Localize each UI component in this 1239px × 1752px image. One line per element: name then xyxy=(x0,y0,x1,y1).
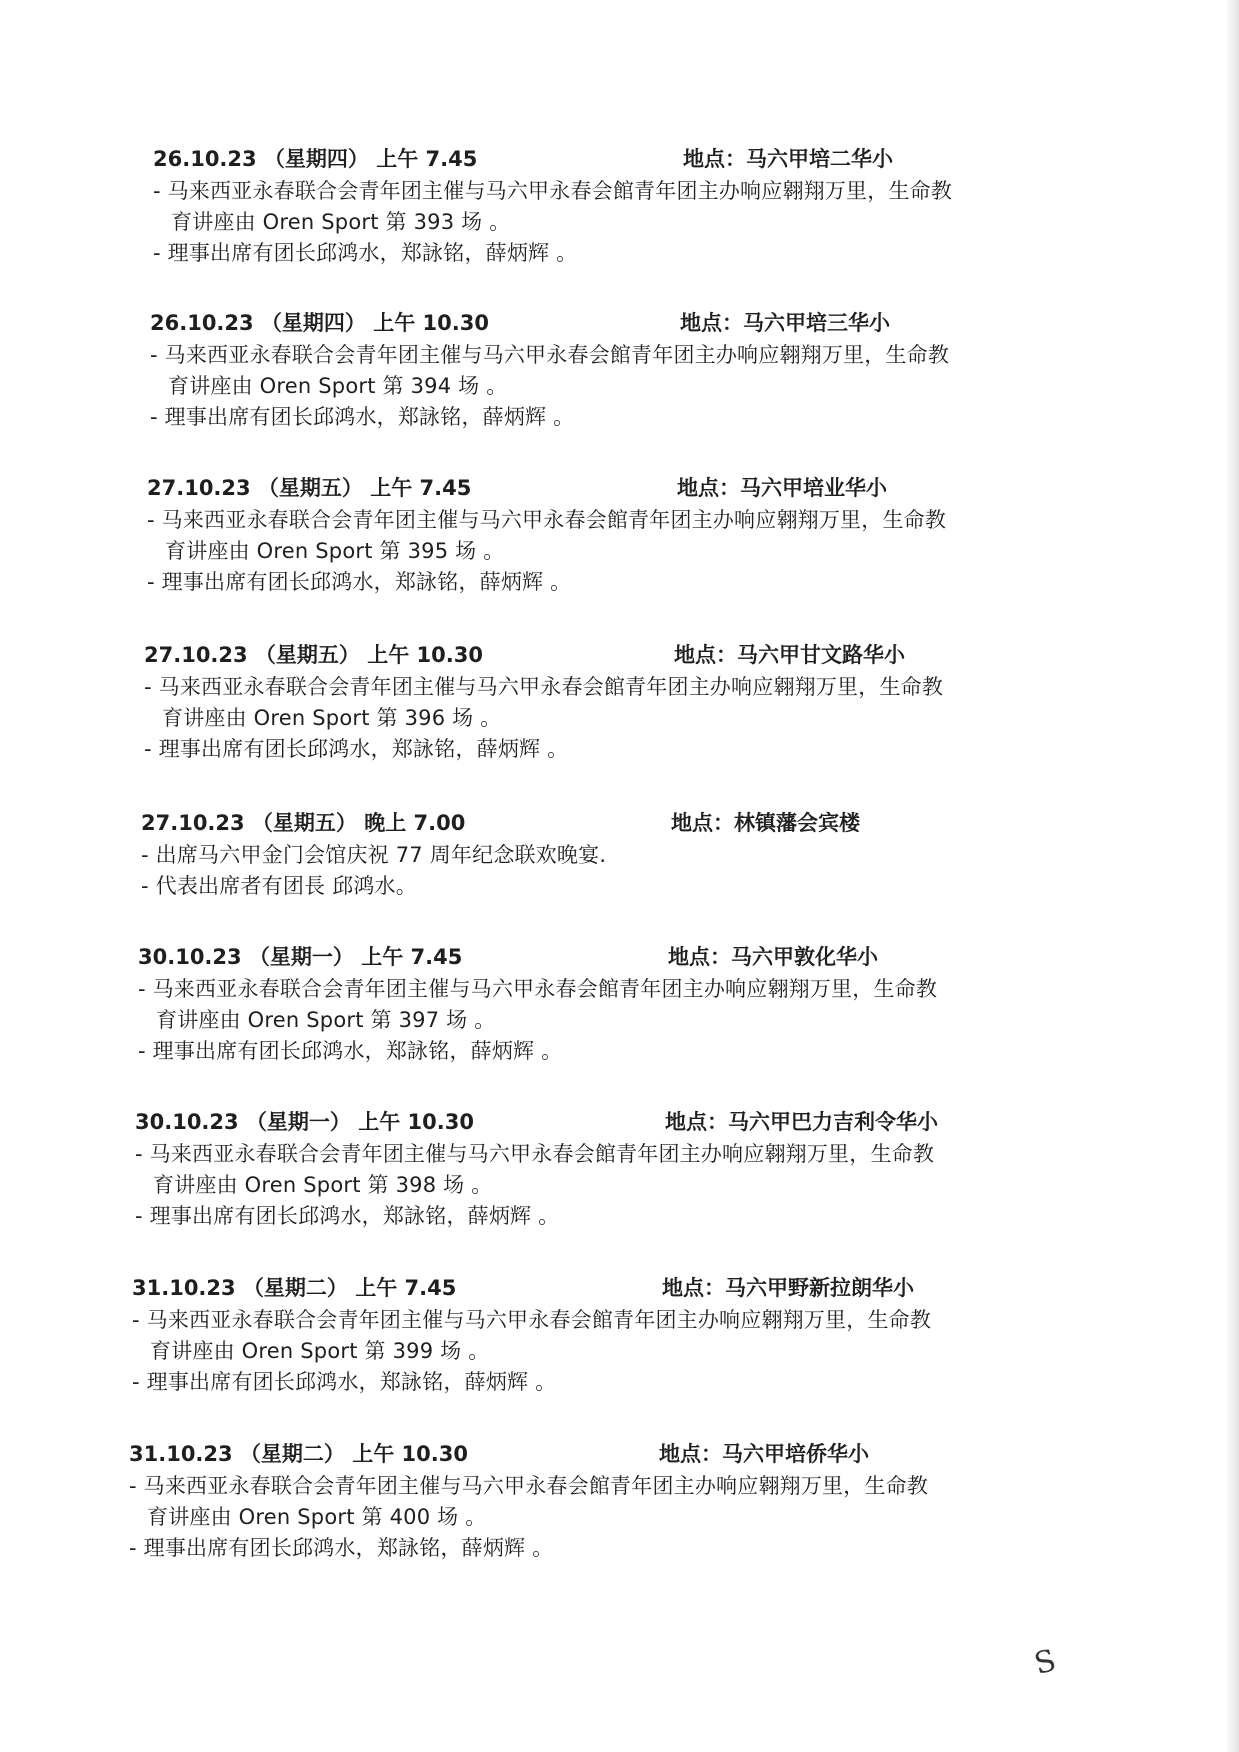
entry-line: - 马来西亚永春联合会青年团主催与马六甲永春会館青年团主办响应翱翔万里，生命教 xyxy=(138,977,938,1001)
entry-1 xyxy=(153,142,1153,269)
entry-header xyxy=(129,1437,1129,1471)
entry-datetime: 27.10.23 （星期五） 上午 7.45 xyxy=(147,476,472,500)
entry-venue: 地点：马六甲甘文路华小 xyxy=(674,643,905,667)
entry-venue: 地点：林镇藩会宾楼 xyxy=(671,811,860,835)
entry-venue: 地点：马六甲野新拉朗华小 xyxy=(662,1276,914,1300)
entry-venue: 地点：马六甲敦化华小 xyxy=(668,945,878,969)
entry-line: 育讲座由 Oren Sport 第 399 场 。 xyxy=(150,1339,490,1363)
entry-datetime: 26.10.23 （星期四） 上午 10.30 xyxy=(150,311,489,335)
entry-line: 育讲座由 Oren Sport 第 393 场 。 xyxy=(171,210,511,234)
page-mark: S xyxy=(1030,1642,1060,1683)
entry-line: - 理事出席有团长邱鸿水，郑詠铭，薛炳辉 。 xyxy=(147,570,572,594)
entry-line: - 理事出席有团长邱鸿水，郑詠铭，薛炳辉 。 xyxy=(135,1204,560,1228)
entry-datetime: 27.10.23 （星期五） 晚上 7.00 xyxy=(141,811,466,835)
entry-venue: 地点：马六甲培二华小 xyxy=(683,147,893,171)
entry-header xyxy=(150,306,1150,340)
entry-line: 育讲座由 Oren Sport 第 394 场 。 xyxy=(168,374,508,398)
entry-line: - 马来西亚永春联合会青年团主催与马六甲永春会館青年团主办响应翱翔万里，生命教 xyxy=(132,1308,932,1332)
entry-header xyxy=(144,638,1144,672)
entry-line: - 理事出席有团长邱鸿水，郑詠铭，薛炳辉 。 xyxy=(150,405,575,429)
entry-header xyxy=(147,471,1147,505)
entry-2 xyxy=(150,306,1150,433)
entry-9 xyxy=(129,1437,1129,1564)
entry-line: - 理事出席有团长邱鸿水，郑詠铭，薛炳辉 。 xyxy=(129,1536,554,1560)
entry-line: - 马来西亚永春联合会青年团主催与马六甲永春会館青年团主办响应翱翔万里，生命教 xyxy=(144,675,944,699)
entry-line: 育讲座由 Oren Sport 第 395 场 。 xyxy=(165,539,505,563)
entry-header xyxy=(153,142,1153,176)
entry-datetime: 31.10.23 （星期二） 上午 10.30 xyxy=(129,1442,468,1466)
entry-4 xyxy=(144,638,1144,765)
entry-line: 育讲座由 Oren Sport 第 398 场 。 xyxy=(153,1173,493,1197)
entry-line: - 理事出席有团长邱鸿水，郑詠铭，薛炳辉 。 xyxy=(132,1370,557,1394)
entry-line: - 出席马六甲金门会馆庆祝 77 周年纪念联欢晚宴. xyxy=(141,843,607,867)
entry-line: - 理事出席有团长邱鸿水，郑詠铭，薛炳辉 。 xyxy=(153,241,578,265)
entry-header xyxy=(132,1271,1132,1305)
entry-header xyxy=(141,806,1141,840)
entry-7 xyxy=(135,1105,1135,1232)
entry-5 xyxy=(141,806,1141,902)
entry-line: - 马来西亚永春联合会青年团主催与马六甲永春会館青年团主办响应翱翔万里，生命教 xyxy=(129,1474,929,1498)
entry-venue: 地点：马六甲培业华小 xyxy=(677,476,887,500)
entry-datetime: 26.10.23 （星期四） 上午 7.45 xyxy=(153,147,478,171)
entry-6 xyxy=(138,940,1138,1067)
entry-line: - 马来西亚永春联合会青年团主催与马六甲永春会館青年团主办响应翱翔万里，生命教 xyxy=(153,179,953,203)
entry-line: - 代表出席者有团長 邱鸿水。 xyxy=(141,874,417,898)
entry-line: - 马来西亚永春联合会青年团主催与马六甲永春会館青年团主办响应翱翔万里，生命教 xyxy=(135,1142,935,1166)
entry-venue: 地点：马六甲培侨华小 xyxy=(659,1442,869,1466)
entry-line: 育讲座由 Oren Sport 第 400 场 。 xyxy=(147,1505,487,1529)
entry-datetime: 31.10.23 （星期二） 上午 7.45 xyxy=(132,1276,457,1300)
scan-edge-shadow xyxy=(1225,0,1239,1752)
entry-line: - 理事出席有团长邱鸿水，郑詠铭，薛炳辉 。 xyxy=(144,737,569,761)
entry-line: - 理事出席有团长邱鸿水，郑詠铭，薛炳辉 。 xyxy=(138,1039,563,1063)
entry-header xyxy=(135,1105,1135,1139)
entry-header xyxy=(138,940,1138,974)
entry-venue: 地点：马六甲培三华小 xyxy=(680,311,890,335)
entry-3 xyxy=(147,471,1147,598)
entry-line: 育讲座由 Oren Sport 第 396 场 。 xyxy=(162,706,502,730)
entry-line: 育讲座由 Oren Sport 第 397 场 。 xyxy=(156,1008,496,1032)
entry-venue: 地点：马六甲巴力吉利令华小 xyxy=(665,1110,938,1134)
entry-datetime: 30.10.23 （星期一） 上午 10.30 xyxy=(135,1110,474,1134)
entry-datetime: 30.10.23 （星期一） 上午 7.45 xyxy=(138,945,463,969)
entry-datetime: 27.10.23 （星期五） 上午 10.30 xyxy=(144,643,483,667)
entry-line: - 马来西亚永春联合会青年团主催与马六甲永春会館青年团主办响应翱翔万里，生命教 xyxy=(150,343,950,367)
entry-8 xyxy=(132,1271,1132,1398)
entry-line: - 马来西亚永春联合会青年团主催与马六甲永春会館青年团主办响应翱翔万里，生命教 xyxy=(147,508,947,532)
